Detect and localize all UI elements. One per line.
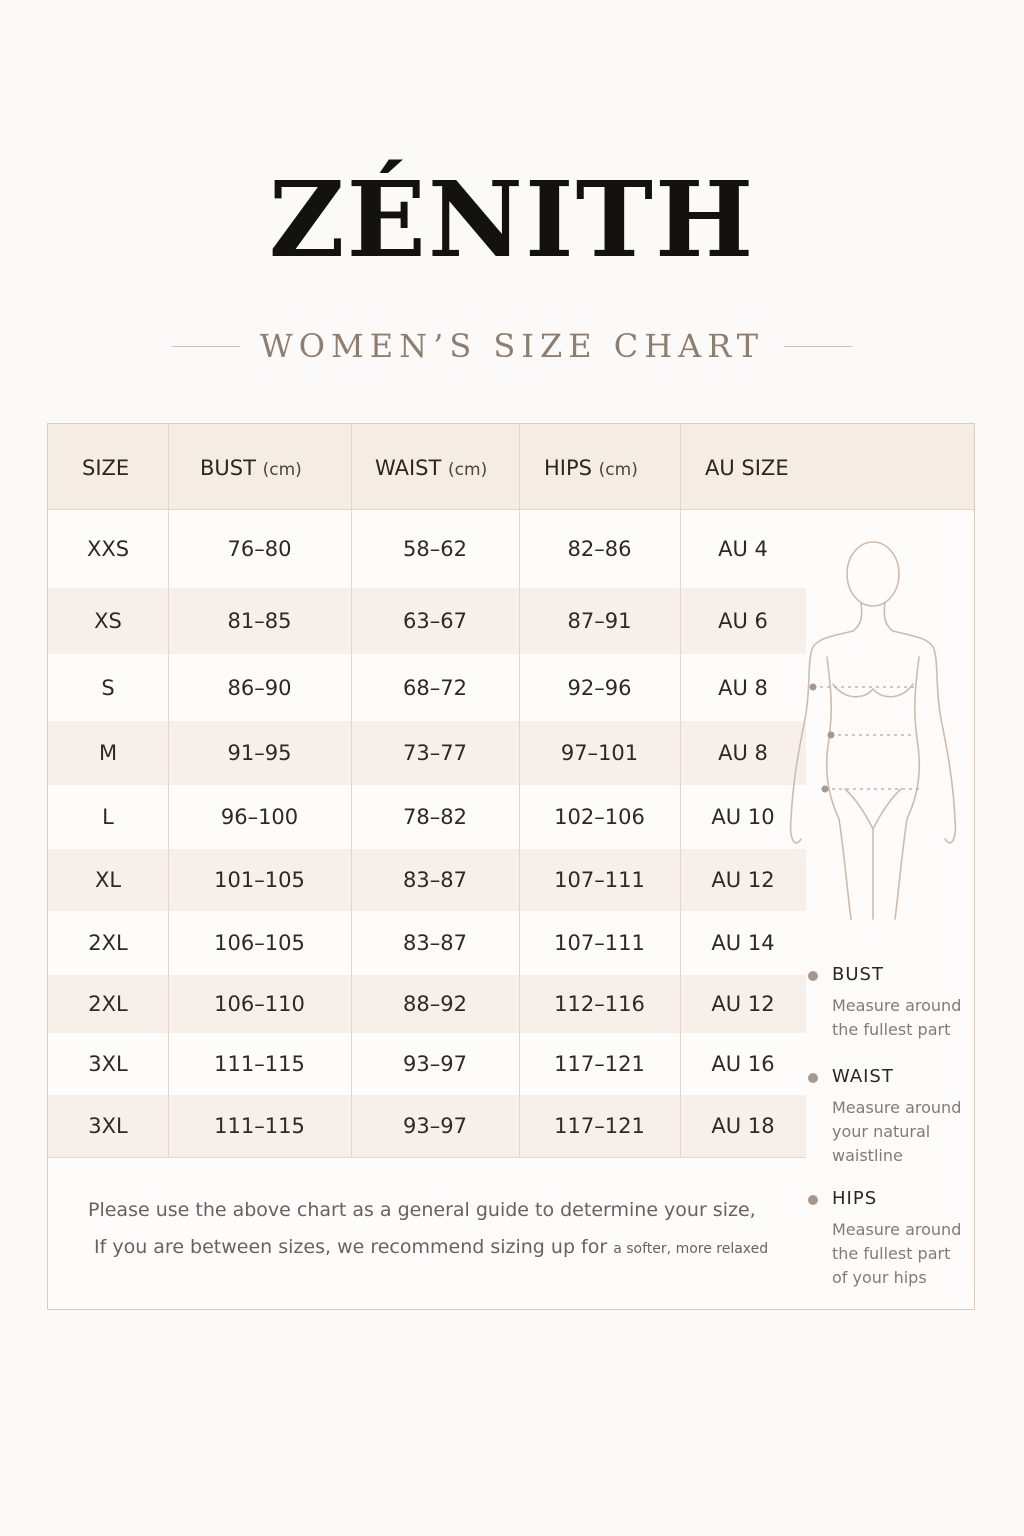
cell-hips: 112–116 — [554, 992, 645, 1016]
size-chart — [47, 423, 975, 1310]
subtitle-row — [0, 322, 1024, 370]
cell-hips: 87–91 — [567, 609, 632, 633]
legend-description: Measure around your natural waistline — [832, 1098, 962, 1165]
table-bottom-rule — [48, 1157, 806, 1158]
brand-logo: ZÉNITH — [268, 158, 756, 281]
legend-description: Measure around the fullest part of your hips — [832, 1220, 962, 1287]
cell-waist: 68–72 — [403, 675, 467, 700]
cell-size: 2XL — [88, 931, 128, 955]
header-waist: WAIST (cm) — [375, 456, 488, 480]
cell-waist: 63–67 — [403, 609, 467, 633]
cell-size: 3XL — [88, 1052, 128, 1076]
cell-size: S — [101, 675, 115, 700]
header-size: SIZE — [82, 456, 130, 480]
cell-waist: 83–87 — [403, 868, 467, 892]
cell-bust: 101–105 — [214, 868, 305, 892]
column-divider — [351, 424, 352, 1157]
table-row — [48, 785, 806, 849]
cell-bust: 106–110 — [214, 992, 305, 1016]
cell-au-size: AU 8 — [718, 675, 768, 700]
column-divider — [680, 424, 681, 1157]
table-row — [48, 654, 806, 721]
note-line-1: Please use the above chart as a general guide to determine your size, — [88, 1199, 756, 1221]
column-divider — [519, 424, 520, 1157]
cell-size: XL — [94, 868, 122, 892]
cell-size: 2XL — [88, 992, 128, 1016]
table-row — [48, 975, 806, 1033]
cell-size: XS — [94, 609, 122, 633]
cell-au-size: AU 10 — [711, 805, 775, 829]
body-silhouette-icon — [783, 539, 973, 939]
cell-au-size: AU 18 — [711, 1114, 775, 1138]
cell-waist: 93–97 — [403, 1114, 467, 1138]
cell-bust: 106–105 — [214, 931, 305, 955]
legend-title: WAIST — [832, 1066, 894, 1087]
cell-hips: 92–96 — [567, 675, 632, 700]
legend-title: HIPS — [832, 1188, 878, 1209]
column-divider — [168, 424, 169, 1157]
cell-au-size: AU 12 — [711, 992, 775, 1016]
page-subtitle: WOMEN’S SIZE CHART — [259, 327, 765, 365]
cell-waist: 83–87 — [403, 931, 467, 955]
cell-waist: 78–82 — [403, 805, 467, 829]
table-row — [48, 509, 806, 588]
cell-waist: 58–62 — [403, 536, 467, 561]
cell-bust: 111–115 — [214, 1052, 305, 1076]
legend-description: Measure around the fullest part — [832, 996, 962, 1039]
cell-hips: 82–86 — [567, 536, 632, 561]
cell-waist: 88–92 — [403, 992, 467, 1016]
note-line-2: If you are between sizes, we recommend sizing up for a softer, more relaxed — [94, 1236, 769, 1258]
cell-hips: 97–101 — [560, 741, 639, 765]
cell-size: XXS — [86, 536, 130, 561]
cell-au-size: AU 8 — [718, 741, 768, 765]
cell-au-size: AU 6 — [718, 609, 768, 633]
table-row — [48, 911, 806, 975]
table-row — [48, 849, 806, 911]
legend-title: BUST — [832, 964, 884, 985]
cell-hips: 107–111 — [554, 931, 645, 955]
cell-hips: 117–121 — [554, 1114, 645, 1138]
cell-hips: 102–106 — [554, 805, 645, 829]
header-au-size: AU SIZE — [705, 456, 789, 480]
cell-hips: 107–111 — [554, 868, 645, 892]
subtitle-rule-left — [172, 346, 240, 347]
cell-size: M — [98, 741, 118, 765]
header-bust: BUST (cm) — [200, 456, 302, 480]
subtitle-rule-right — [784, 346, 852, 347]
cell-au-size: AU 14 — [711, 931, 775, 955]
cell-bust: 91–95 — [227, 741, 292, 765]
cell-size: L — [102, 805, 114, 829]
table-row — [48, 1095, 806, 1157]
cell-bust: 111–115 — [214, 1114, 305, 1138]
cell-au-size: AU 16 — [711, 1052, 775, 1076]
cell-waist: 73–77 — [403, 741, 467, 765]
cell-au-size: AU 4 — [718, 536, 768, 561]
table-header — [48, 424, 974, 510]
header-hips: HIPS (cm) — [544, 456, 638, 480]
table-row — [48, 721, 806, 785]
cell-bust: 96–100 — [220, 805, 299, 829]
bullet-dot-icon — [808, 1073, 818, 1083]
bullet-dot-icon — [808, 971, 818, 981]
cell-bust: 76–80 — [227, 536, 292, 561]
cell-bust: 86–90 — [227, 675, 292, 700]
table-row — [48, 588, 806, 654]
table-row — [48, 1033, 806, 1095]
bullet-dot-icon — [808, 1195, 818, 1205]
cell-size: 3XL — [88, 1114, 128, 1138]
cell-hips: 117–121 — [554, 1052, 645, 1076]
cell-bust: 81–85 — [227, 609, 292, 633]
cell-waist: 93–97 — [403, 1052, 467, 1076]
cell-au-size: AU 12 — [711, 868, 775, 892]
